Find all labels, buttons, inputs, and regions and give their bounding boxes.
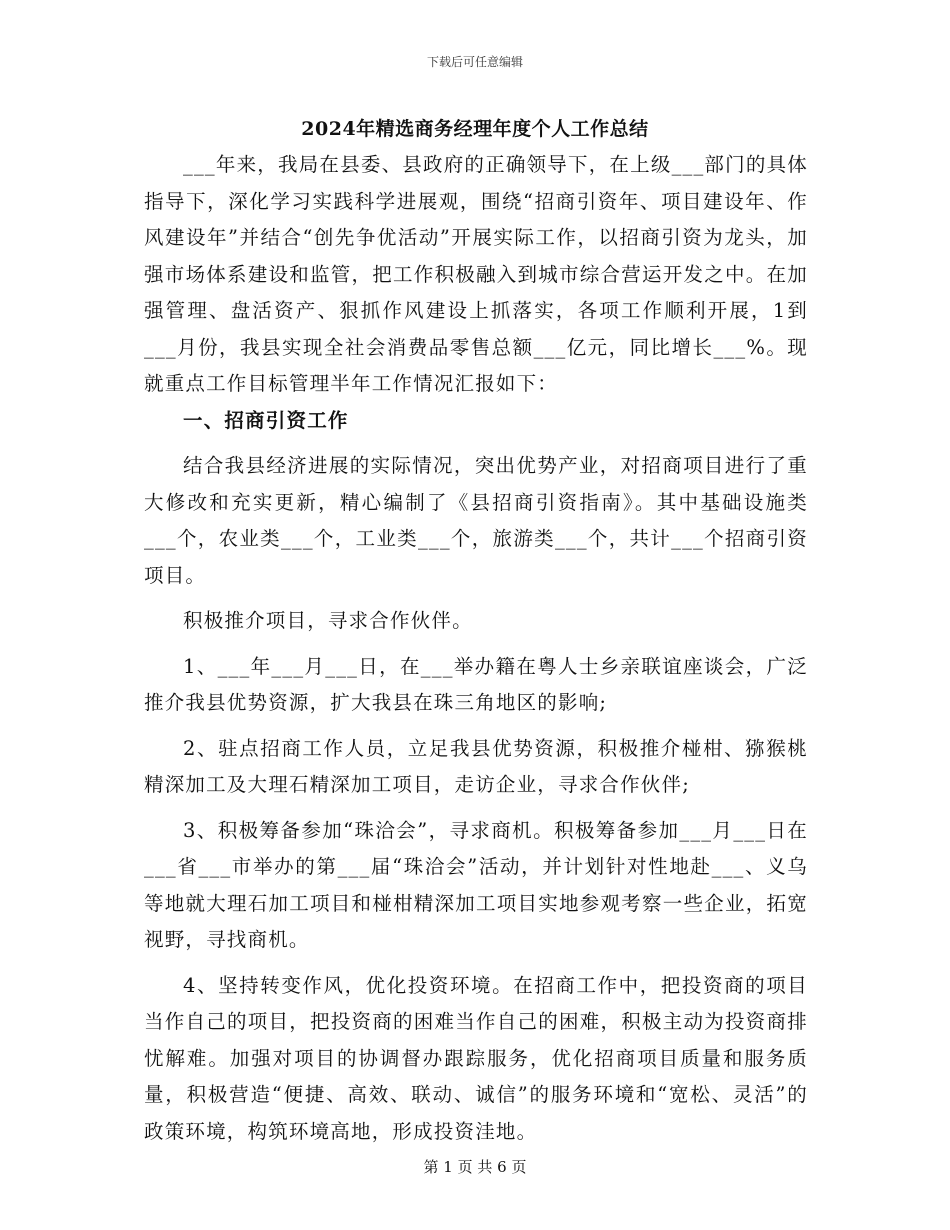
list-item-paragraph: 3、积极筹备参加“珠洽会”，寻求商机。积极筹备参加___月___日在___省___市举办的第___届“珠洽会”活动，并计划针对性地赴___、义乌等地就大理石加工项目和椪柑精深加工项目实地参观考察一些企业，拓宽视野，寻找商机。 (144, 818, 808, 951)
section-heading: 一、招商引资工作 (183, 408, 349, 432)
header-note: 下载后可任意编辑 (426, 55, 523, 69)
body-paragraph: 积极推介项目，寻求合作伙伴。 (183, 609, 473, 632)
list-item-paragraph: 1、___年___月___日，在___举办籍在粤人士乡亲联谊座谈会，广泛推介我县优势资源，扩大我县在珠三角地区的影响; (144, 654, 808, 714)
list-item-paragraph: 2、驻点招商工作人员，立足我县优势资源，积极推介椪柑、猕猴桃精深加工及大理石精深加工项目，走访企业，寻求合作伙伴; (144, 736, 808, 796)
document-title: 2024年精选商务经理年度个人工作总结 (301, 118, 649, 140)
intro-paragraph: ___年来，我局在县委、县政府的正确领导下，在上级___部门的具体指导下，深化学习实践科学进展观，围绕“招商引资年、项目建设年、作风建设年”并结合“创先争优活动”开展实际工作，以招商引资为龙头，加强市场体系建设和监管，把工作积极融入到城市综合营运开发之中。在加强管理、盘活资产、狠抓作风建设上抓落实，各项工作顺利开展，1到___月份，我县实现全社会消费品零售总额___亿元，同比增长___%。现就重点工作目标管理半年工作情况汇报如下： (144, 153, 808, 395)
document-body (144, 147, 808, 1159)
body-paragraph: 结合我县经济进展的实际情况，突出优势产业，对招商项目进行了重大修改和充实更新，精心编制了《县招商引资指南》。其中基础设施类___个，农业类___个，工业类___个，旅游类___个，共计___个招商引资项目。 (144, 454, 808, 587)
list-item-paragraph: 4、坚持转变作风，优化投资环境。在招商工作中，把投资商的项目当作自己的项目，把投资商的困难当作自己的困难，积极主动为投资商排忧解难。加强对项目的协调督办跟踪服务，优化招商项目质量和服务质量，积极营造“便捷、高效、联动、诚信”的服务环境和“宽松、灵活”的政策环境，构筑环境高地，形成投资洼地。 (144, 973, 808, 1143)
page-number-footer: 第 1 页 共 6 页 (423, 1158, 527, 1176)
